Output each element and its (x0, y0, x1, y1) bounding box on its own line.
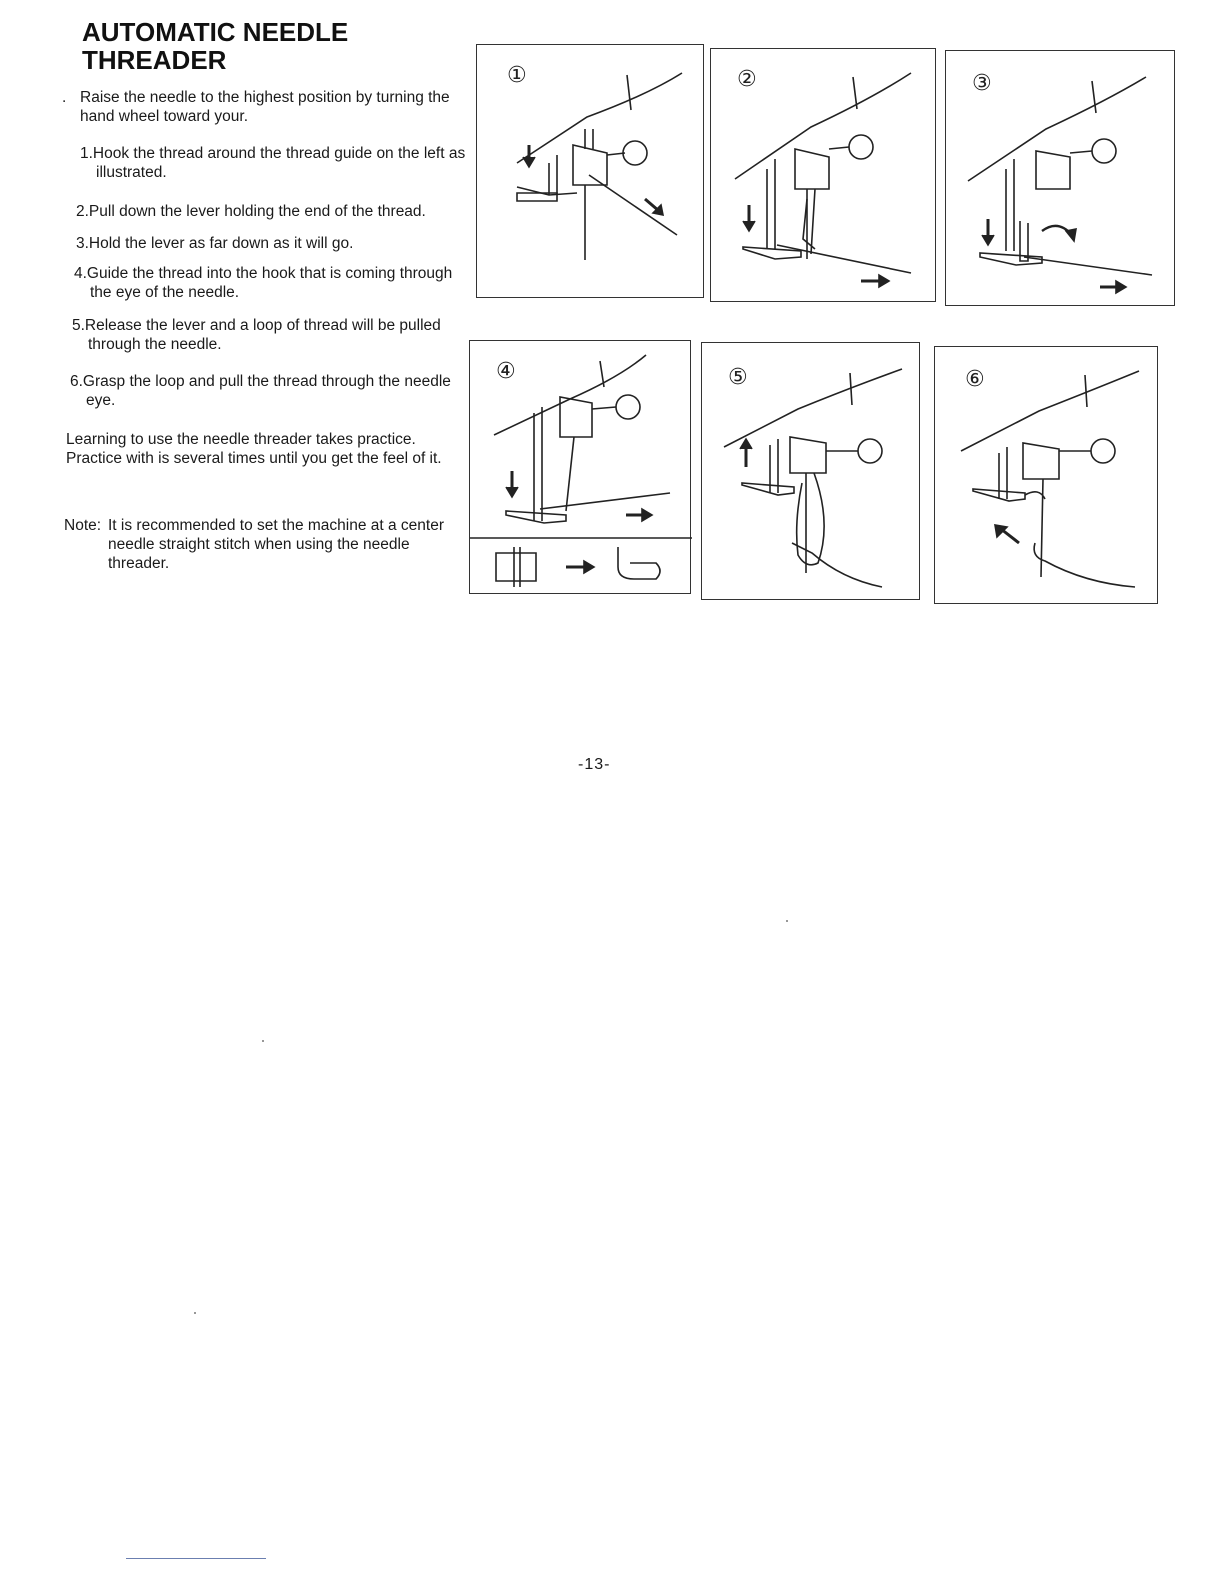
figure-2-illustration (711, 49, 937, 303)
step-2: 2.Pull down the lever holding the end of the thread. (76, 203, 426, 220)
title-line-1: AUTOMATIC NEEDLE (82, 17, 349, 47)
scan-speck (194, 1312, 196, 1314)
figure-3-illustration (946, 51, 1176, 307)
figure-5-illustration (702, 343, 921, 601)
page-number: -13- (578, 756, 611, 773)
figure-6 (934, 346, 1158, 604)
figure-2 (710, 48, 936, 302)
intro-text: Raise the needle to the highest position by turning the hand wheel toward your. (80, 89, 450, 125)
note-label: Note: (64, 517, 102, 534)
footer-line (126, 1558, 266, 1559)
scan-speck (786, 920, 788, 922)
page-title (82, 18, 348, 74)
step-5: 5.Release the lever and a loop of thread will be pulled through the needle. (72, 317, 441, 353)
figure-5 (701, 342, 920, 600)
step-3: 3.Hold the lever as far down as it will go. (76, 235, 354, 252)
title-line-2: THREADER (82, 45, 227, 75)
step-1: 1.Hook the thread around the thread guide on the left as illustrated. (80, 145, 466, 181)
figure-5-number: ⑤ (728, 365, 748, 390)
figure-6-number: ⑥ (965, 367, 985, 392)
practice-paragraph: Learning to use the needle threader takes practice. Practice with is several times until you get the feel of it. (66, 431, 442, 467)
figure-4-illustration (470, 341, 692, 595)
step-6: 6.Grasp the loop and pull the thread through the needle eye. (70, 373, 451, 409)
figure-1-number: ① (507, 63, 527, 88)
figure-6-illustration (935, 347, 1159, 605)
intro-bullet: . (62, 89, 67, 106)
scan-speck (262, 1040, 264, 1042)
figure-3-number: ③ (972, 71, 992, 96)
figure-1-illustration (477, 45, 705, 299)
figure-4 (469, 340, 691, 594)
step-4: 4.Guide the thread into the hook that is coming through the eye of the needle. (74, 265, 453, 301)
note-text: It is recommended to set the machine at a center needle straight stitch when using the needle threader. (108, 517, 445, 572)
figure-4-number: ④ (496, 359, 516, 384)
figure-3 (945, 50, 1175, 306)
figure-2-number: ② (737, 67, 757, 92)
figure-1 (476, 44, 704, 298)
